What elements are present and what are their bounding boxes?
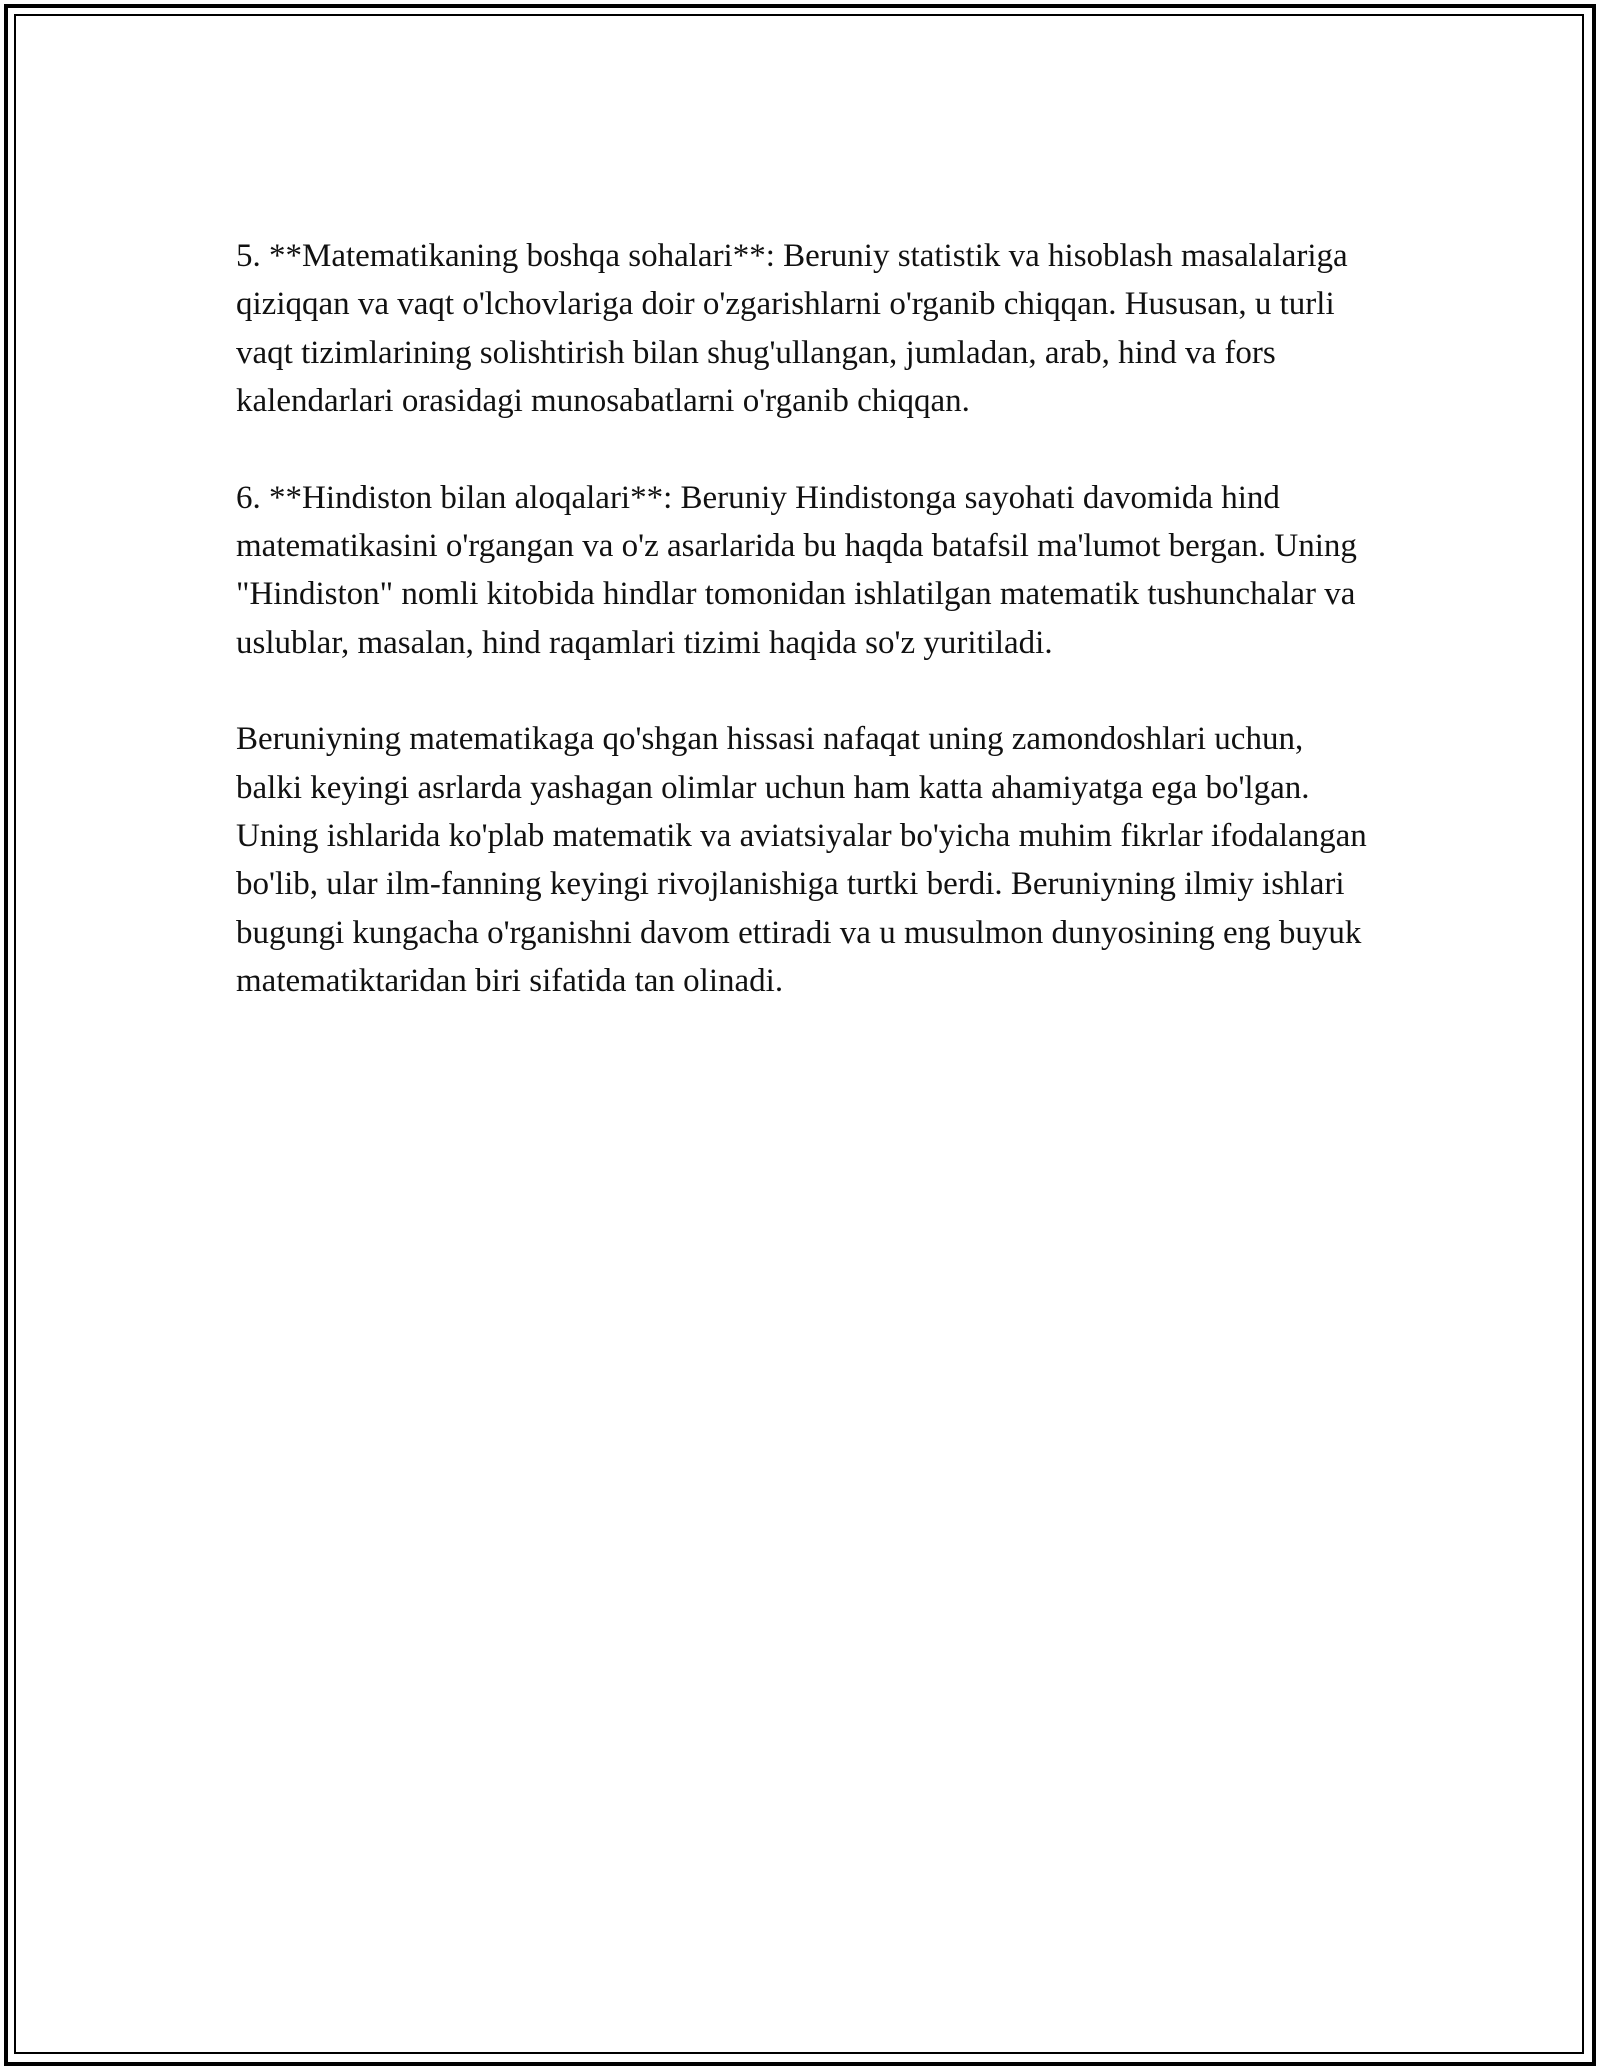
paragraph-conclusion: Beruniyning matematikaga qo'shgan hissasi nafaqat uning zamondoshlari uchun, balki keyingi asrlarda yashagan olimlar uchun ham katta ahamiyatga ega bo'lgan. Uning ishlarida ko'plab matematik va aviatsiyalar bo'yicha muhim fikrlar ifodalangan bo'lib, ular ilm-fanning keyingi rivojlanishiga turtki berdi. Beruniyning ilmiy ishlari bugungi kungacha o'rganishni davom ettiradi va u musulmon dunyosining eng buyuk matematiktaridan biri sifatida tan olinadi. xyxy=(236,721,1367,1000)
paragraph-math-other-fields: 5. **Matematikaning boshqa sohalari**: Beruniy statistik va hisoblash masalalariga qiziqqan va vaqt o'lchovlariga doir o'zgarishlarni o'rganib chiqqan. Hususan, u turli vaqt tizimlarining solishtirish bilan shug'ullangan, jumladan, arab, hind va fors kalendarlari orasidagi munosabatlarni o'rganib chiqqan. xyxy=(236,238,1348,420)
paragraph-india-relations: 6. **Hindiston bilan aloqalari**: Beruniy Hindistonga sayohati davomida hind matematikasini o'rgangan va o'z asarlarida bu haqda batafsil ma'lumot bergan. Uning "Hindiston" nomli kitobida hindlar tomonidan ishlatilgan matematik tushunchalar va uslublar, masalan, hind raqamlari tizimi haqida so'z yuritiladi. xyxy=(236,479,1357,661)
document-body xyxy=(236,232,1376,1054)
